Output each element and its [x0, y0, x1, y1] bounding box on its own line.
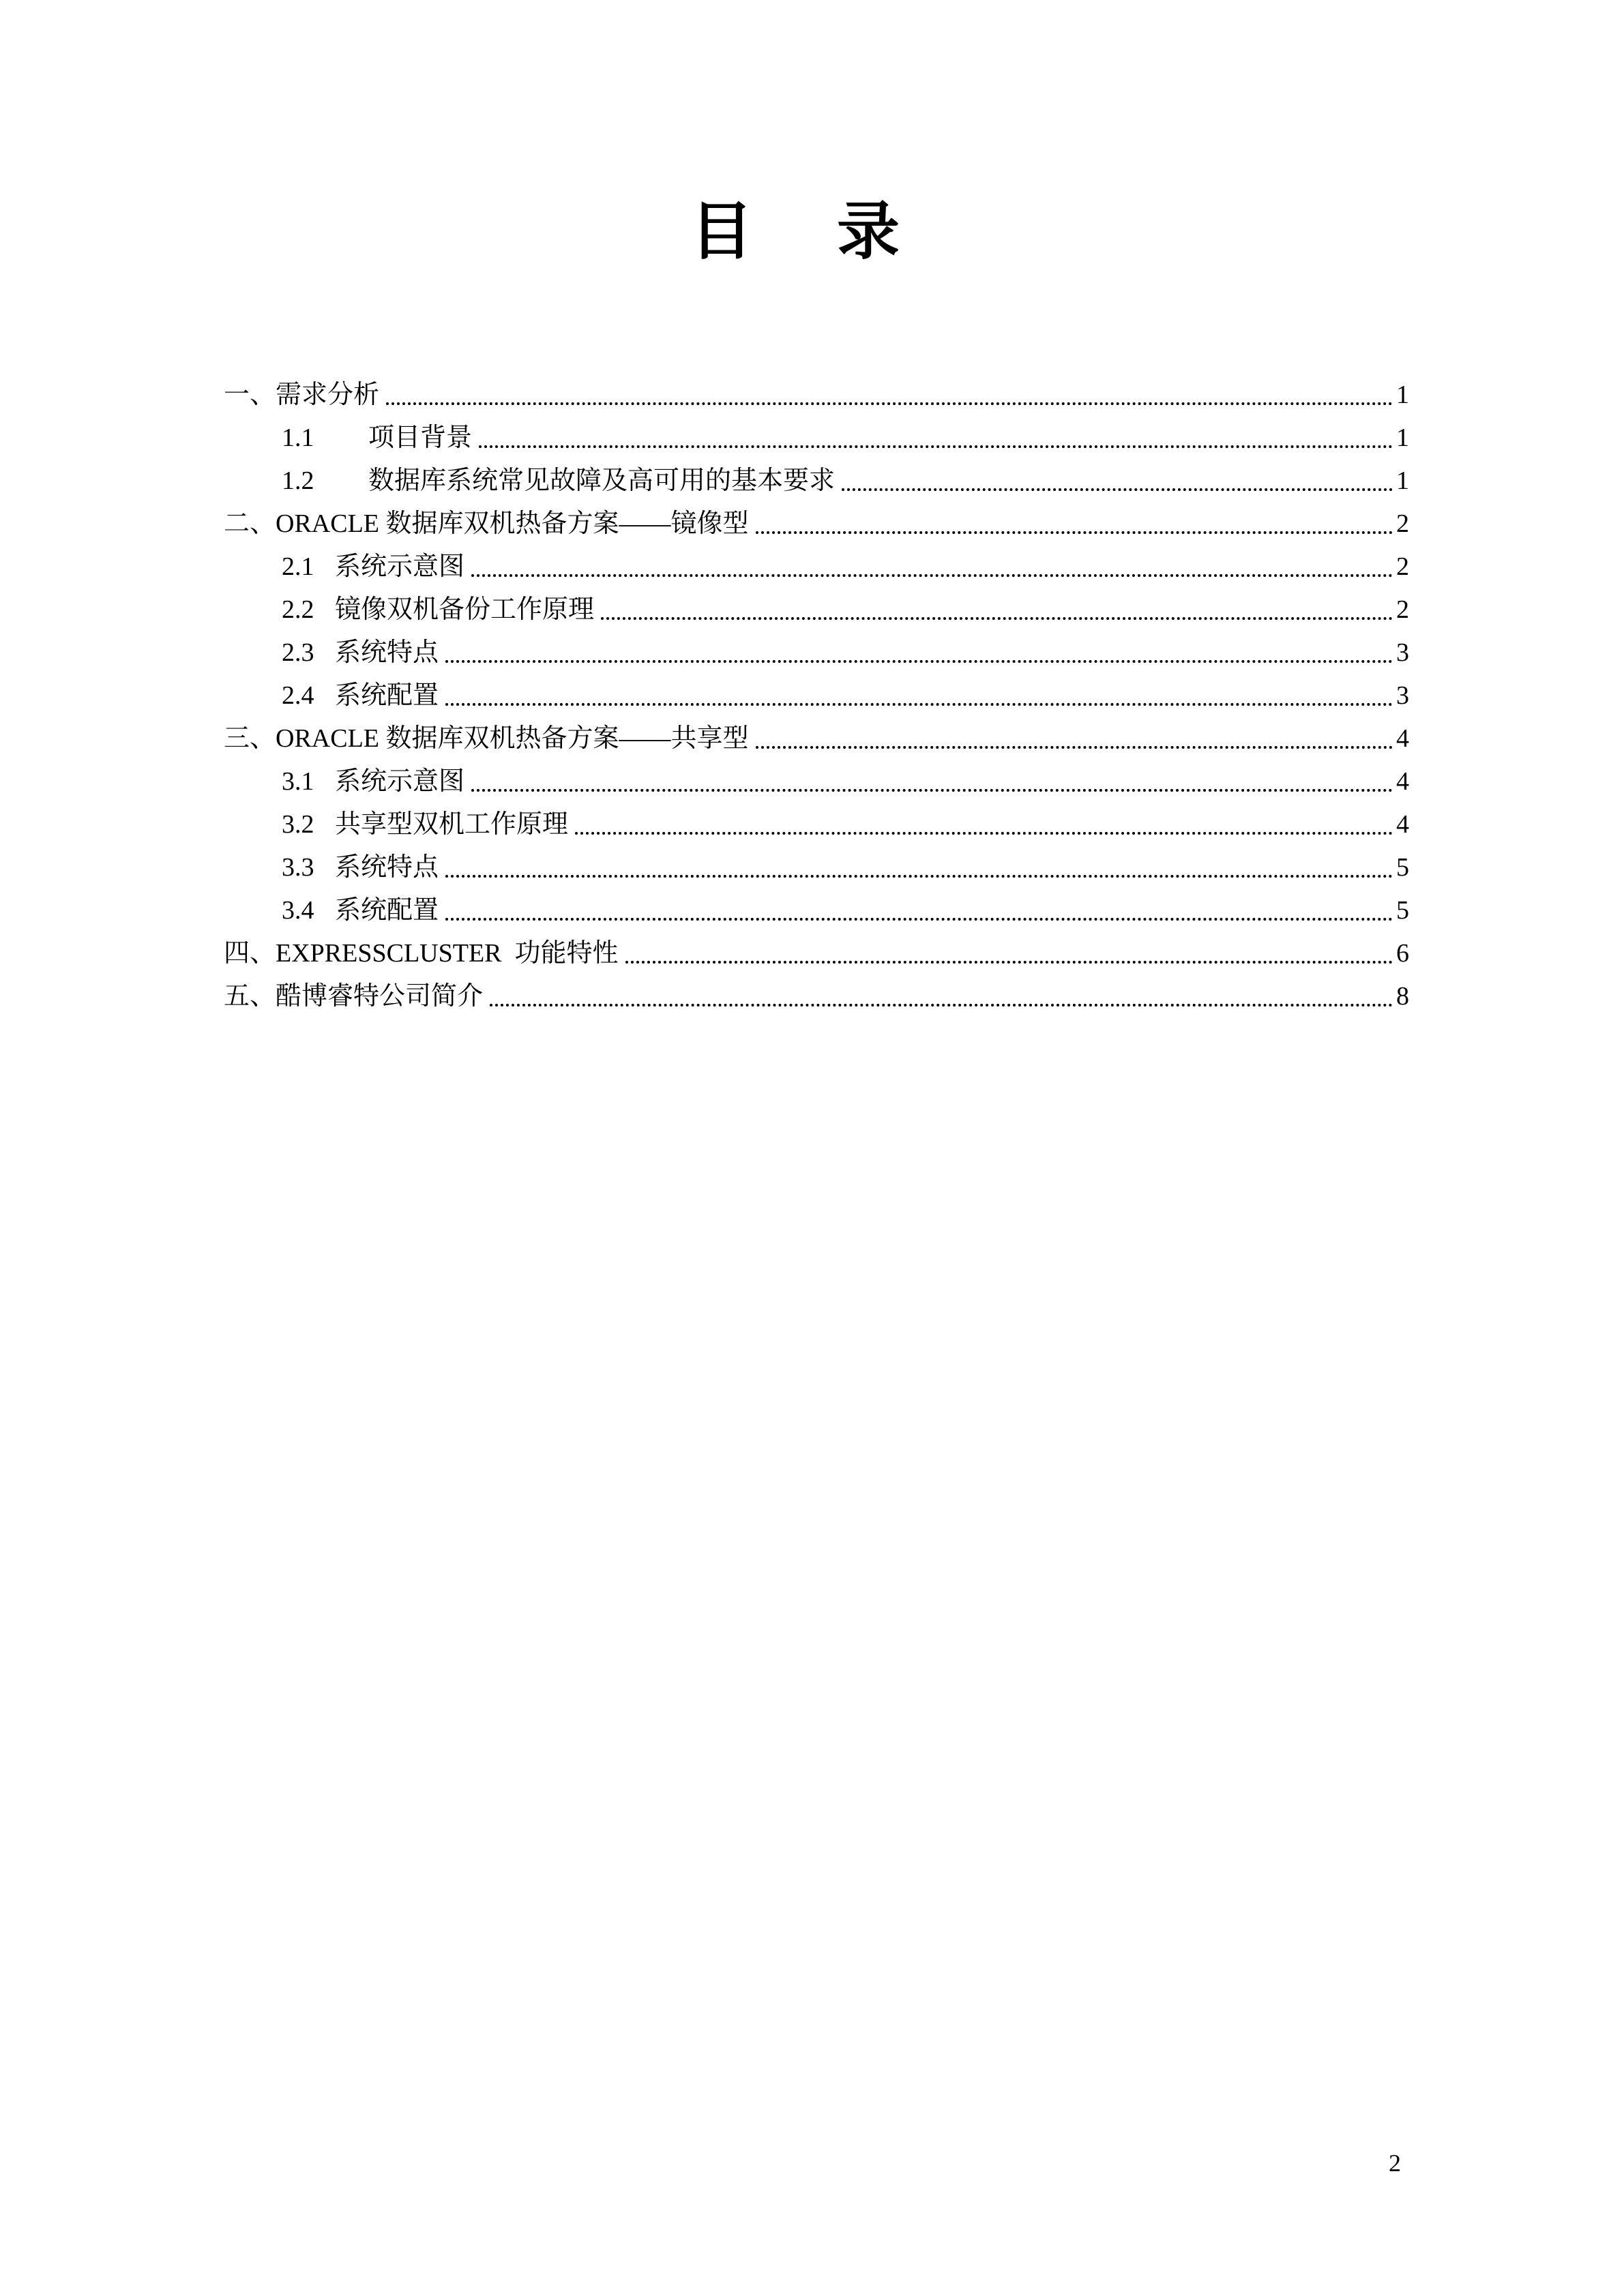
toc-page-number: 6 [1396, 939, 1409, 968]
toc-entry-text: 四、EXPRESSCLUSTER 功能特性 [224, 939, 619, 968]
toc-entry-text: 共享型双机工作原理 [335, 810, 569, 839]
toc-section-number: 2.4 [282, 681, 314, 710]
toc-entry-2-4[interactable] [224, 669, 1409, 712]
toc-entry-3-2[interactable] [224, 798, 1409, 841]
toc-entry-2-1[interactable] [224, 540, 1409, 583]
toc-dot-leader [575, 832, 1393, 835]
toc-entry-text: 二、ORACLE 数据库双机热备方案——镜像型 [224, 509, 749, 538]
toc-entry-text: 系统特点 [335, 853, 439, 882]
toc-entry-3-1[interactable] [224, 755, 1409, 798]
toc-dot-leader [471, 574, 1393, 577]
toc-entry-text: 数据库系统常见故障及高可用的基本要求 [368, 466, 836, 495]
toc-entry-requirements[interactable] [224, 368, 1409, 411]
toc-entry-shared-solution[interactable] [224, 712, 1409, 755]
toc-page-number: 2 [1396, 595, 1409, 624]
toc-dot-leader [479, 445, 1393, 448]
toc-entry-text: 系统特点 [335, 638, 439, 667]
toc-entry-text: 项目背景 [368, 423, 473, 452]
toc-section-number: 2.3 [282, 638, 314, 667]
toc-entry-text: 一、需求分析 [224, 381, 380, 409]
toc-dot-leader [842, 488, 1393, 491]
toc-section-number: 1.1 [282, 423, 314, 452]
toc-dot-leader [445, 703, 1393, 706]
toc-page-number: 5 [1396, 896, 1409, 925]
toc-page-number: 1 [1396, 466, 1409, 495]
toc-entry-1-2[interactable] [224, 454, 1409, 497]
toc-entry-2-3[interactable] [224, 626, 1409, 669]
toc-page-number: 4 [1396, 724, 1409, 753]
toc-entry-text: 系统示意图 [335, 552, 465, 581]
toc-section-number: 2.2 [282, 595, 314, 624]
toc-section-number: 1.2 [282, 466, 314, 495]
toc-dot-leader [445, 875, 1393, 878]
toc-page-number: 3 [1396, 681, 1409, 710]
toc-page-number: 8 [1396, 982, 1409, 1011]
toc-dot-leader [756, 531, 1393, 534]
toc-entry-text: 系统配置 [335, 896, 439, 925]
toc-section-number: 3.1 [282, 767, 314, 796]
toc-page-number: 1 [1396, 381, 1409, 409]
toc-page-number: 4 [1396, 810, 1409, 839]
toc-section-number: 3.2 [282, 810, 314, 839]
toc-dot-leader [625, 961, 1393, 964]
toc-entry-1-1[interactable] [224, 411, 1409, 454]
page-title: 目 录 [690, 197, 934, 267]
toc-page-number: 2 [1396, 509, 1409, 538]
toc-dot-leader [386, 402, 1393, 405]
toc-page-number: 2 [1396, 552, 1409, 581]
toc-entry-text: 五、酷博睿特公司简介 [224, 982, 484, 1011]
toc-dot-leader [471, 789, 1393, 792]
toc-page-number: 4 [1396, 767, 1409, 796]
toc-dot-leader [756, 746, 1393, 749]
toc-entry-text: 镜像双机备份工作原理 [335, 595, 595, 624]
toc-section-number: 3.4 [282, 896, 314, 925]
toc-entry-2-2[interactable] [224, 583, 1409, 626]
toc-section-number: 2.1 [282, 552, 314, 581]
toc-page-number: 3 [1396, 638, 1409, 667]
toc-dot-leader [445, 660, 1393, 663]
toc-entry-text: 系统配置 [335, 681, 439, 710]
footer-page-number: 2 [1389, 2149, 1401, 2177]
toc-entry-3-4[interactable] [224, 884, 1409, 927]
toc-entry-mirror-solution[interactable] [224, 497, 1409, 540]
toc-dot-leader [445, 918, 1393, 921]
toc-entry-text: 三、ORACLE 数据库双机热备方案——共享型 [224, 724, 749, 753]
toc-entry-text: 系统示意图 [335, 767, 465, 796]
table-of-contents [224, 368, 1409, 1013]
toc-page-number: 5 [1396, 853, 1409, 882]
toc-entry-expresscluster[interactable] [224, 927, 1409, 970]
toc-entry-company-profile[interactable] [224, 970, 1409, 1013]
toc-page-number: 1 [1396, 423, 1409, 452]
toc-section-number: 3.3 [282, 853, 314, 882]
toc-dot-leader [490, 1004, 1393, 1007]
toc-dot-leader [601, 617, 1393, 620]
toc-entry-3-3[interactable] [224, 841, 1409, 884]
